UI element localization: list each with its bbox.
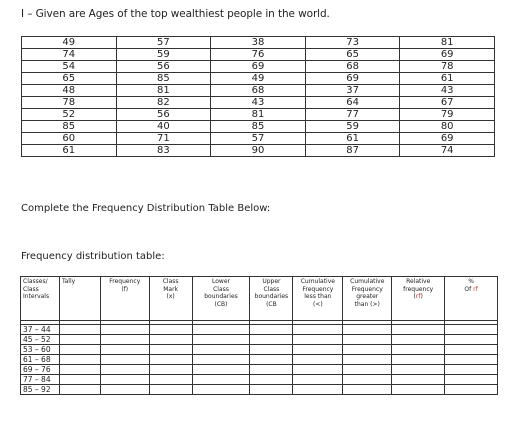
answer-cell[interactable] [392, 355, 445, 365]
age-cell: 43 [211, 97, 306, 109]
age-cell: 52 [22, 109, 117, 121]
answer-cell[interactable] [293, 345, 343, 355]
answer-cell[interactable] [250, 385, 293, 395]
ages-row [22, 145, 495, 157]
answer-cell[interactable] [59, 385, 100, 395]
ages-row [22, 109, 495, 121]
age-cell: 85 [211, 121, 306, 133]
ages-row [22, 133, 495, 145]
answer-cell[interactable] [192, 325, 250, 335]
age-cell: 43 [400, 85, 495, 97]
answer-cell[interactable] [250, 345, 293, 355]
answer-cell[interactable] [293, 365, 343, 375]
frequency-distribution-table [20, 276, 498, 395]
answer-cell[interactable] [59, 375, 100, 385]
answer-cell[interactable] [100, 365, 149, 375]
age-cell: 69 [305, 73, 400, 85]
class-interval-row [21, 355, 498, 365]
age-cell: 69 [400, 133, 495, 145]
answer-cell[interactable] [100, 345, 149, 355]
age-cell: 73 [305, 37, 400, 49]
age-cell: 81 [211, 109, 306, 121]
age-cell: 68 [211, 85, 306, 97]
age-cell: 69 [211, 61, 306, 73]
ages-row [22, 61, 495, 73]
answer-cell[interactable] [250, 335, 293, 345]
frequency-table-header-row [21, 277, 498, 321]
class-interval-label: 45 – 52 [21, 335, 60, 345]
ages-table [21, 36, 495, 157]
age-cell: 76 [211, 49, 306, 61]
age-cell: 83 [116, 145, 211, 157]
age-cell: 81 [400, 37, 495, 49]
age-cell: 87 [305, 145, 400, 157]
age-cell: 54 [22, 61, 117, 73]
age-cell: 64 [305, 97, 400, 109]
answer-cell[interactable] [293, 385, 343, 395]
age-cell: 74 [400, 145, 495, 157]
answer-cell[interactable] [445, 365, 498, 375]
answer-cell[interactable] [192, 385, 250, 395]
answer-cell[interactable] [293, 355, 343, 365]
age-cell: 61 [22, 145, 117, 157]
answer-cell[interactable] [293, 325, 343, 335]
age-cell: 67 [400, 97, 495, 109]
answer-cell[interactable] [293, 335, 343, 345]
class-interval-row [21, 375, 498, 385]
age-cell: 61 [400, 73, 495, 85]
age-cell: 74 [22, 49, 117, 61]
answer-cell[interactable] [445, 355, 498, 365]
age-cell: 81 [116, 85, 211, 97]
class-interval-row [21, 345, 498, 355]
answer-cell[interactable] [343, 385, 392, 395]
class-interval-label: 77 – 84 [21, 375, 60, 385]
answer-cell[interactable] [192, 335, 250, 345]
answer-cell[interactable] [343, 345, 392, 355]
instruction-text: Complete the Frequency Distribution Table Below: [21, 203, 271, 214]
age-cell: 68 [305, 61, 400, 73]
header-relative-frequency: Relative frequency (rf) [392, 277, 445, 321]
answer-cell[interactable] [100, 335, 149, 345]
ages-row [22, 49, 495, 61]
answer-cell[interactable] [392, 365, 445, 375]
age-cell: 77 [305, 109, 400, 121]
age-cell: 48 [22, 85, 117, 97]
answer-cell[interactable] [343, 325, 392, 335]
answer-cell[interactable] [445, 345, 498, 355]
age-cell: 71 [116, 133, 211, 145]
age-cell: 57 [211, 133, 306, 145]
answer-cell[interactable] [343, 355, 392, 365]
answer-cell[interactable] [192, 365, 250, 375]
class-interval-label: 37 – 44 [21, 325, 60, 335]
answer-cell[interactable] [250, 375, 293, 385]
answer-cell[interactable] [149, 335, 192, 345]
header-lower-boundaries: Lower Class boundaries (CB) [192, 277, 250, 321]
answer-cell[interactable] [149, 345, 192, 355]
class-interval-label: 61 – 68 [21, 355, 60, 365]
age-cell: 40 [116, 121, 211, 133]
age-cell: 60 [22, 133, 117, 145]
class-interval-row [21, 365, 498, 375]
answer-cell[interactable] [100, 375, 149, 385]
answer-cell[interactable] [192, 355, 250, 365]
class-interval-row [21, 335, 498, 345]
header-percent-rf: % Of rf [445, 277, 498, 321]
answer-cell[interactable] [392, 335, 445, 345]
answer-cell[interactable] [445, 385, 498, 395]
answer-cell[interactable] [343, 335, 392, 345]
age-cell: 38 [211, 37, 306, 49]
answer-cell[interactable] [59, 335, 100, 345]
header-frequency: Frequency (f) [100, 277, 149, 321]
header-upper-boundaries: Upper Class boundaries (CB [250, 277, 293, 321]
answer-cell[interactable] [392, 385, 445, 395]
header-class-mark: Class Mark (x) [149, 277, 192, 321]
frequency-table-title: Frequency distribution table: [21, 251, 165, 262]
answer-cell[interactable] [59, 365, 100, 375]
age-cell: 78 [400, 61, 495, 73]
age-cell: 78 [22, 97, 117, 109]
ages-row [22, 121, 495, 133]
age-cell: 49 [22, 37, 117, 49]
answer-cell[interactable] [392, 325, 445, 335]
answer-cell[interactable] [100, 355, 149, 365]
age-cell: 61 [305, 133, 400, 145]
answer-cell[interactable] [100, 385, 149, 395]
answer-cell[interactable] [250, 355, 293, 365]
answer-cell[interactable] [250, 365, 293, 375]
answer-cell[interactable] [445, 375, 498, 385]
answer-cell[interactable] [149, 365, 192, 375]
ages-row [22, 73, 495, 85]
rf-symbol: rf [415, 293, 421, 300]
class-interval-label: 69 – 76 [21, 365, 60, 375]
answer-cell[interactable] [192, 345, 250, 355]
age-cell: 85 [22, 121, 117, 133]
answer-cell[interactable] [192, 375, 250, 385]
ages-row [22, 97, 495, 109]
answer-cell[interactable] [250, 325, 293, 335]
age-cell: 85 [116, 73, 211, 85]
answer-cell[interactable] [343, 375, 392, 385]
answer-cell[interactable] [149, 385, 192, 395]
header-cumulative-less: Cumulative Frequency less than (<) [293, 277, 343, 321]
age-cell: 79 [400, 109, 495, 121]
rf-symbol: rf [473, 285, 478, 293]
header-tally: Tally [59, 277, 100, 321]
age-cell: 80 [400, 121, 495, 133]
answer-cell[interactable] [149, 375, 192, 385]
age-cell: 69 [400, 49, 495, 61]
age-cell: 59 [116, 49, 211, 61]
age-cell: 65 [22, 73, 117, 85]
answer-cell[interactable] [392, 375, 445, 385]
class-interval-label: 53 – 60 [21, 345, 60, 355]
age-cell: 49 [211, 73, 306, 85]
answer-cell[interactable] [59, 345, 100, 355]
age-cell: 57 [116, 37, 211, 49]
age-cell: 37 [305, 85, 400, 97]
answer-cell[interactable] [59, 355, 100, 365]
answer-cell[interactable] [149, 355, 192, 365]
header-cumulative-greater: Cumulative Frequency greater than (>) [343, 277, 392, 321]
answer-cell[interactable] [445, 325, 498, 335]
class-interval-row [21, 325, 498, 335]
age-cell: 59 [305, 121, 400, 133]
ages-row [22, 37, 495, 49]
answer-cell[interactable] [100, 325, 149, 335]
worksheet-title: I – Given are Ages of the top wealthiest people in the world. [21, 8, 330, 20]
age-cell: 56 [116, 61, 211, 73]
answer-cell[interactable] [293, 375, 343, 385]
header-class-intervals: Classes/ Class Intervals [21, 277, 60, 321]
age-cell: 82 [116, 97, 211, 109]
class-interval-row [21, 385, 498, 395]
answer-cell[interactable] [59, 325, 100, 335]
answer-cell[interactable] [392, 345, 445, 355]
age-cell: 65 [305, 49, 400, 61]
ages-row [22, 85, 495, 97]
class-interval-label: 85 – 92 [21, 385, 60, 395]
age-cell: 90 [211, 145, 306, 157]
answer-cell[interactable] [149, 325, 192, 335]
age-cell: 56 [116, 109, 211, 121]
answer-cell[interactable] [343, 365, 392, 375]
answer-cell[interactable] [445, 335, 498, 345]
